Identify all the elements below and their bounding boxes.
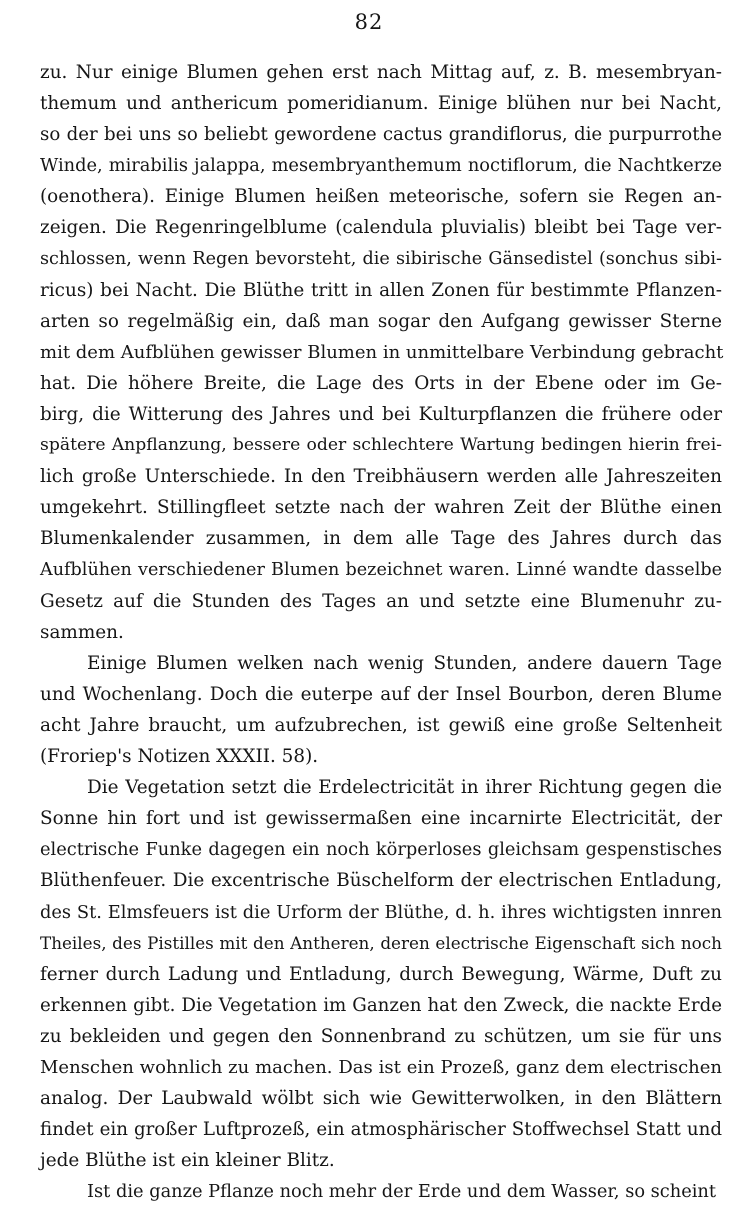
text-line: mit dem Aufblühen gewisser Blumen in unmittelbare Verbindung gebracht <box>40 341 724 363</box>
text-line: Sonne hin fort und ist gewissermaßen eine incarnirte Electricität, der <box>40 808 722 830</box>
text-line: Die Vegetation setzt die Erdelectricität in ihrer Richtung gegen die <box>87 777 722 799</box>
text-line: Winde, mirabilis jalappa, mesembryanthemum noctiflorum, die Nachtkerze <box>40 155 722 177</box>
paragraph <box>40 772 722 1176</box>
text-line: schlossen, wenn Regen bevorsteht, die sibirische Gänsedistel (sonchus sibi- <box>40 248 722 269</box>
text-line: (oenothera). Einige Blumen heißen meteorische, sofern sie Regen an- <box>40 186 722 208</box>
text-line: Menschen wohnlich zu machen. Das ist ein Prozeß, ganz dem electrischen <box>40 1057 722 1078</box>
text-line: Theiles, des Pistilles mit den Antheren, deren electrische Eigenschaft sich noch <box>40 932 722 953</box>
text-line: ferner durch Ladung und Entladung, durch Bewegung, Wärme, Duft zu <box>40 963 722 985</box>
text-line: Gesetz auf die Stunden des Tages an und setzte eine Blumenuhr zu- <box>40 590 722 612</box>
text-line: des St. Elmsfeuers ist die Urform der Blüthe, d. h. ihres wichtigsten innren <box>40 901 722 923</box>
text-line: sammen. <box>40 621 124 643</box>
text-line: zeigen. Die Regenringelblume (calendula pluvialis) bleibt bei Tage ver- <box>40 217 722 239</box>
text-line: Einige Blumen welken nach wenig Stunden, andere dauern Tage <box>87 652 722 674</box>
text-line: findet ein großer Luftprozeß, ein atmosphärischer Stoffwechsel Statt und <box>40 1119 722 1141</box>
text-line: so der bei uns so beliebt gewordene cactus grandiflorus, die purpurrothe <box>40 124 722 146</box>
text-line: zu bekleiden und gegen den Sonnenbrand zu schützen, um sie für uns <box>40 1025 722 1047</box>
text-line: birg, die Witterung des Jahres und bei Kulturpflanzen die frühere oder <box>40 404 722 426</box>
text-line: Ist die ganze Pflanze noch mehr der Erde und dem Wasser, so scheint <box>87 1181 717 1203</box>
text-line: hat. Die höhere Breite, die Lage des Orts in der Ebene oder im Ge- <box>40 372 722 394</box>
text-line: erkennen gibt. Die Vegetation im Ganzen hat den Zweck, die nackte Erde <box>40 994 722 1016</box>
text-line: umgekehrt. Stillingfleet setzte nach der wahren Zeit der Blüthe einen <box>40 497 722 519</box>
paragraph <box>40 1176 722 1207</box>
text-line: themum und anthericum pomeridianum. Einige blühen nur bei Nacht, <box>40 93 722 115</box>
text-line: zu. Nur einige Blumen gehen erst nach Mittag auf, z. B. mesembryan- <box>40 62 722 83</box>
text-line: (Froriep's Notizen XXXII. 58). <box>40 746 319 768</box>
text-line: lich große Unterschiede. In den Treibhäusern werden alle Jahreszeiten <box>40 466 722 488</box>
text-line: acht Jahre braucht, um aufzubrechen, ist gewiß eine große Seltenheit <box>40 714 722 736</box>
text-line: Aufblühen verschiedener Blumen bezeichnet waren. Linné wandte dasselbe <box>40 559 722 580</box>
text-line: Blüthenfeuer. Die excentrische Büschelform der electrischen Entladung, <box>40 870 722 892</box>
body-text <box>40 57 722 1207</box>
text-line: und Wochenlang. Doch die euterpe auf der Insel Bourbon, deren Blume <box>40 683 722 705</box>
text-line: electrische Funke dagegen ein noch körperloses gleichsam gespenstisches <box>40 839 722 861</box>
paragraph <box>40 648 722 772</box>
text-line: arten so regelmäßig ein, daß man sogar den Aufgang gewisser Sterne <box>40 310 722 332</box>
page-number: 82 <box>354 10 384 34</box>
text-line: Blumenkalender zusammen, in dem alle Tage des Jahres durch das <box>40 528 722 550</box>
text-line: jede Blüthe ist ein kleiner Blitz. <box>40 1150 335 1172</box>
paragraph <box>40 57 722 648</box>
text-line: ricus) bei Nacht. Die Blüthe tritt in allen Zonen für bestimmte Pflanzen- <box>40 279 722 301</box>
text-line: spätere Anpflanzung, bessere oder schlechtere Wartung bedingen hierin frei- <box>40 435 722 456</box>
text-line: analog. Der Laubwald wölbt sich wie Gewitterwolken, in den Blättern <box>40 1088 722 1110</box>
